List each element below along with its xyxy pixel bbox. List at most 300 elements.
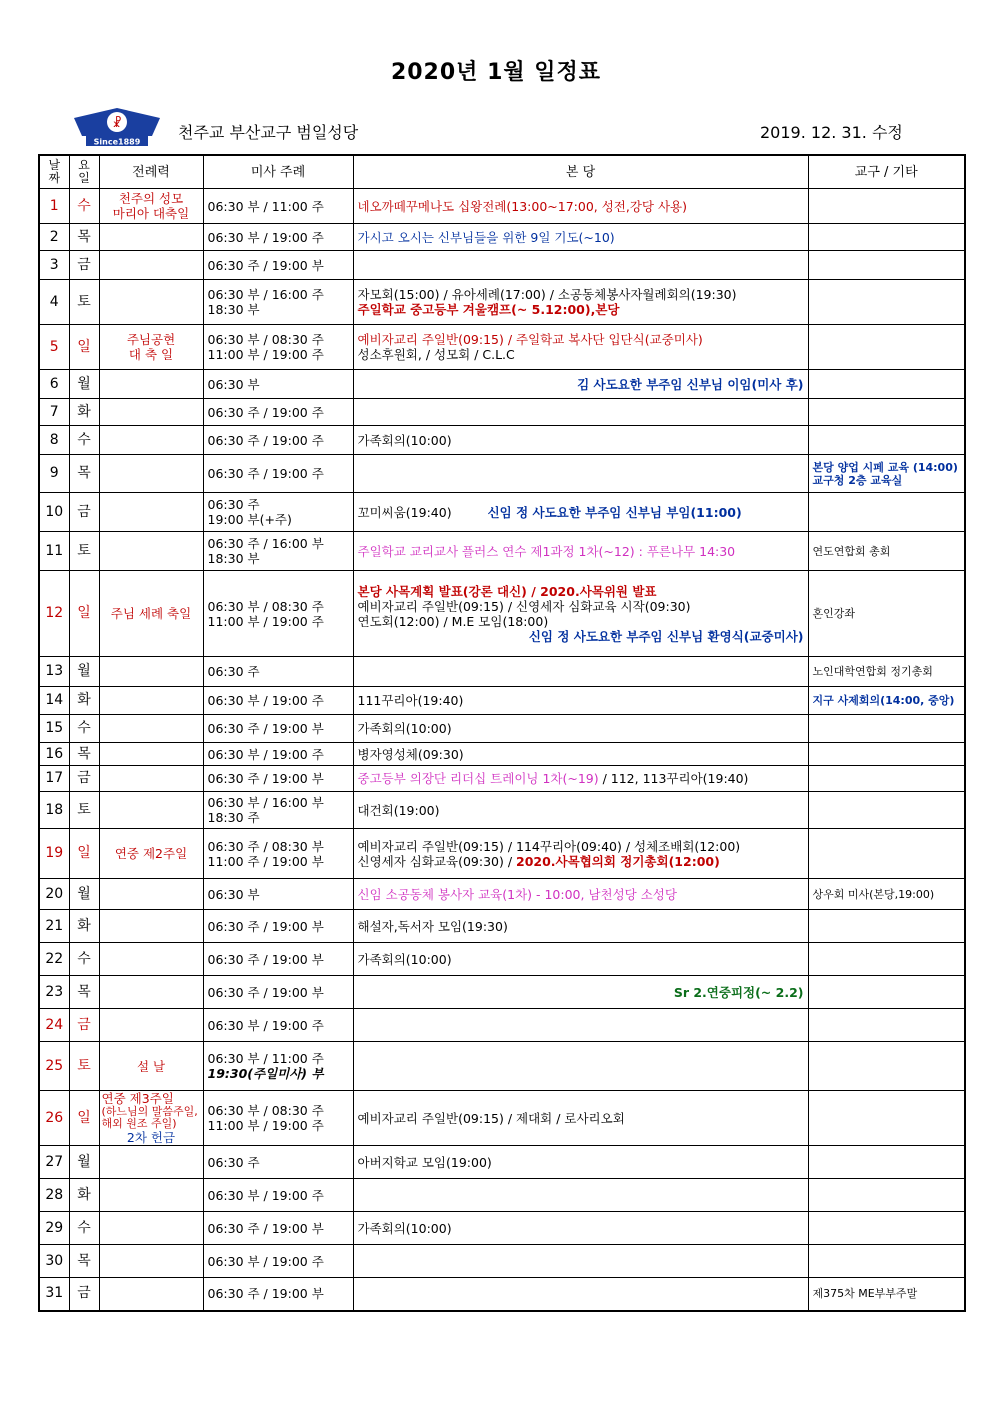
mass-cell xyxy=(203,251,353,280)
main-line xyxy=(358,854,804,869)
table-row xyxy=(39,325,965,370)
mass-line: 06:30 부 / 11:00 주 xyxy=(207,198,324,214)
table-row xyxy=(39,743,965,766)
weekday-cell: 금 xyxy=(69,1009,99,1042)
mass-cell xyxy=(203,743,353,766)
main-line: 예비자교리 주일반(09:15) / 114꾸리아(09:40) / 성체조배회(12:00) xyxy=(357,838,741,854)
other-cell xyxy=(808,1146,965,1179)
weekday-cell: 화 xyxy=(69,399,99,426)
liturgy-line: 설 날 xyxy=(136,1058,166,1074)
mass-cell xyxy=(203,370,353,399)
mass-line: 06:30 부 / 08:30 주 xyxy=(207,332,324,347)
mass-line: 18:30 부 xyxy=(207,551,260,566)
main-line: 자모회(15:00) / 유아세례(17:00) / 소공동체봉사자월례회의(19:30) xyxy=(357,287,737,302)
main-cell xyxy=(353,189,808,224)
day-cell: 30 xyxy=(39,1245,69,1278)
mass-cell xyxy=(203,426,353,455)
weekday-cell: 금 xyxy=(69,493,99,532)
table-row xyxy=(39,399,965,426)
table-row xyxy=(39,829,965,879)
table-row xyxy=(39,493,965,532)
mass-cell xyxy=(203,943,353,976)
weekday-cell: 수 xyxy=(69,943,99,976)
revision-date: 2019. 12. 31. 수정 xyxy=(760,123,903,142)
main-line: 가시고 오시는 신부님들을 위한 9일 기도(~10) xyxy=(357,229,615,245)
liturgy-line: 2차 헌금 xyxy=(126,1130,176,1145)
schedule-table xyxy=(38,154,966,1312)
other-line: 연도연합회 총회 xyxy=(812,544,891,558)
mass-cell xyxy=(203,325,353,370)
weekday-cell: 수 xyxy=(69,426,99,455)
main-line: 대건회(19:00) xyxy=(357,802,440,818)
other-cell xyxy=(808,910,965,943)
day-cell: 15 xyxy=(39,715,69,743)
main-line: 예비자교리 주일반(09:15) / 신영세자 심화교육 시작(09:30) xyxy=(357,598,691,614)
liturgy-line: 천주의 성모 xyxy=(118,191,184,206)
other-cell xyxy=(808,1091,965,1146)
mass-line: 06:30 주 / 16:00 부 xyxy=(207,536,324,551)
day-cell: 13 xyxy=(39,657,69,687)
main-line: 예비자교리 주일반(09:15) / 제대회 / 로사리오회 xyxy=(357,1110,625,1126)
table-row xyxy=(39,1146,965,1179)
weekday-cell: 화 xyxy=(69,1179,99,1212)
liturgy-cell xyxy=(99,455,203,493)
liturgy-cell xyxy=(99,224,203,251)
day-cell: 27 xyxy=(39,1146,69,1179)
main-cell xyxy=(353,532,808,571)
weekday-cell: 목 xyxy=(69,976,99,1009)
liturgy-cell xyxy=(99,1212,203,1245)
main-cell xyxy=(353,943,808,976)
day-cell: 22 xyxy=(39,943,69,976)
day-cell: 25 xyxy=(39,1042,69,1091)
main-line: Sr 2.연중피정(~ 2.2) xyxy=(673,984,804,1000)
main-text: / 112, 113꾸리아(19:40) xyxy=(598,771,749,786)
mass-cell xyxy=(203,1009,353,1042)
mass-cell xyxy=(203,715,353,743)
main-cell xyxy=(353,657,808,687)
mass-line: 11:00 부 / 19:00 주 xyxy=(207,1118,324,1133)
main-cell xyxy=(353,280,808,325)
day-cell: 28 xyxy=(39,1179,69,1212)
other-cell xyxy=(808,493,965,532)
liturgy-cell xyxy=(99,715,203,743)
table-row xyxy=(39,251,965,280)
main-cell xyxy=(353,1146,808,1179)
mass-line: 11:00 부 / 19:00 주 xyxy=(207,347,324,362)
main-line xyxy=(358,771,804,786)
main-cell xyxy=(353,792,808,829)
day-cell: 17 xyxy=(39,766,69,792)
table-row xyxy=(39,657,965,687)
mass-cell xyxy=(203,657,353,687)
other-cell xyxy=(808,1212,965,1245)
table-row xyxy=(39,1042,965,1091)
day-cell: 21 xyxy=(39,910,69,943)
mass-line: 06:30 부 / 19:00 주 xyxy=(207,693,324,708)
mass-line: 06:30 부 / 19:00 주 xyxy=(207,1187,324,1203)
main-cell xyxy=(353,1091,808,1146)
mass-cell xyxy=(203,280,353,325)
main-line: 예비자교리 주일반(09:15) / 주일학교 복사단 입단식(교중미사) xyxy=(357,332,703,347)
liturgy-cell xyxy=(99,1245,203,1278)
main-line: 성소후원회, / 성모회 / C.L.C xyxy=(357,347,515,362)
header-liturgy: 전례력 xyxy=(99,155,203,189)
other-cell xyxy=(808,455,965,493)
day-cell: 16 xyxy=(39,743,69,766)
mass-line: 18:30 주 xyxy=(207,810,260,825)
mass-cell xyxy=(203,1042,353,1091)
liturgy-cell xyxy=(99,571,203,657)
main-cell xyxy=(353,455,808,493)
mass-line: 19:30(주일미사) 부 xyxy=(207,1066,324,1081)
mass-cell xyxy=(203,493,353,532)
main-text: 2020.사목협의회 정기총회(12:00) xyxy=(516,853,720,869)
main-line: 가족회의(10:00) xyxy=(357,721,452,736)
main-line: 가족회의(10:00) xyxy=(357,951,452,967)
table-row xyxy=(39,455,965,493)
main-cell xyxy=(353,251,808,280)
mass-cell xyxy=(203,399,353,426)
other-cell xyxy=(808,1245,965,1278)
day-cell: 1 xyxy=(39,189,69,224)
header-day-text: 날짜 xyxy=(48,158,61,185)
main-cell xyxy=(353,715,808,743)
mass-line: 06:30 주 / 19:00 주 xyxy=(207,432,324,448)
table-row xyxy=(39,1009,965,1042)
header-main: 본 당 xyxy=(353,155,808,189)
other-cell xyxy=(808,715,965,743)
mass-line: 06:30 주 / 19:00 부 xyxy=(207,1220,324,1236)
mass-line: 06:30 주 xyxy=(207,497,260,512)
mass-cell xyxy=(203,829,353,879)
liturgy-cell xyxy=(99,657,203,687)
mass-line: 06:30 부 / 16:00 주 xyxy=(207,287,324,302)
main-line: 네오까떼꾸메나도 십왕전례(13:00~17:00, 성전,강당 사용) xyxy=(357,198,687,214)
mass-cell xyxy=(203,532,353,571)
other-cell xyxy=(808,189,965,224)
other-cell xyxy=(808,829,965,879)
mass-line: 18:30 부 xyxy=(207,302,260,317)
weekday-cell: 화 xyxy=(69,910,99,943)
other-cell xyxy=(808,325,965,370)
other-line: 혼인강좌 xyxy=(812,607,856,620)
mass-line: 06:30 주 / 08:30 부 xyxy=(207,838,324,854)
main-cell xyxy=(353,766,808,792)
day-cell: 4 xyxy=(39,280,69,325)
chi-rho-icon: ☧ xyxy=(112,116,122,130)
weekday-cell: 토 xyxy=(69,792,99,829)
other-line: 상우회 미사(본당,19:00) xyxy=(812,887,935,901)
other-line: 노인대학연합회 정기총회 xyxy=(812,665,933,678)
weekday-cell: 목 xyxy=(69,1245,99,1278)
mass-line: 11:00 부 / 19:00 주 xyxy=(207,613,324,629)
mass-line: 06:30 주 / 19:00 주 xyxy=(207,404,324,420)
weekday-cell: 목 xyxy=(69,743,99,766)
liturgy-line: 연중 제3주일 xyxy=(101,1091,174,1106)
main-cell xyxy=(353,1212,808,1245)
main-text: 꼬미씨움(19:40) xyxy=(357,504,452,520)
liturgy-cell xyxy=(99,879,203,910)
weekday-cell: 일 xyxy=(69,829,99,879)
liturgy-cell xyxy=(99,910,203,943)
weekday-cell: 월 xyxy=(69,1146,99,1179)
table-row xyxy=(39,879,965,910)
main-line: 신임 정 사도요한 부주임 신부님 환영식(교중미사) xyxy=(528,628,804,644)
mass-line: 06:30 주 / 19:00 부 xyxy=(207,1286,324,1302)
mass-line: 06:30 주 xyxy=(207,664,260,679)
day-cell: 2 xyxy=(39,224,69,251)
other-cell xyxy=(808,224,965,251)
other-cell xyxy=(808,532,965,571)
mass-line: 06:30 부 / 19:00 주 xyxy=(207,1017,324,1033)
table-row xyxy=(39,715,965,743)
weekday-cell: 금 xyxy=(69,766,99,792)
table-row xyxy=(39,766,965,792)
other-cell xyxy=(808,976,965,1009)
main-line: 주일학교 교리교사 플러스 연수 제1과정 1차(~12) : 푸른나무 14:30 xyxy=(357,543,736,559)
main-cell xyxy=(353,1179,808,1212)
liturgy-line: 주님공현 xyxy=(126,332,176,347)
liturgy-cell xyxy=(99,325,203,370)
weekday-cell: 수 xyxy=(69,715,99,743)
other-cell xyxy=(808,571,965,657)
mass-cell xyxy=(203,879,353,910)
day-cell: 31 xyxy=(39,1278,69,1311)
liturgy-cell xyxy=(99,370,203,399)
table-row xyxy=(39,1245,965,1278)
parish-logo xyxy=(72,106,162,146)
main-cell xyxy=(353,370,808,399)
mass-line: 06:30 부 / 16:00 부 xyxy=(207,795,324,810)
table-row xyxy=(39,280,965,325)
other-cell xyxy=(808,743,965,766)
liturgy-cell xyxy=(99,280,203,325)
mass-line: 06:30 부 / 08:30 주 xyxy=(207,1103,324,1118)
main-line: 가족회의(10:00) xyxy=(357,1220,452,1236)
mass-line: 06:30 부 / 19:00 주 xyxy=(207,746,324,762)
mass-line: 06:30 주 / 19:00 부 xyxy=(207,257,324,273)
main-cell xyxy=(353,399,808,426)
logo-since: Since1889 xyxy=(93,137,141,146)
weekday-cell: 목 xyxy=(69,455,99,493)
other-cell xyxy=(808,1042,965,1091)
main-cell xyxy=(353,325,808,370)
liturgy-line: 마리아 대축일 xyxy=(112,206,190,221)
main-text: 신영세자 심화교육(09:30) / xyxy=(357,853,517,869)
weekday-cell: 월 xyxy=(69,370,99,399)
page-title: 2020년 1월 일정표 xyxy=(390,60,602,85)
weekday-cell: 금 xyxy=(69,251,99,280)
table-row xyxy=(39,224,965,251)
table-row xyxy=(39,910,965,943)
main-cell xyxy=(353,910,808,943)
mass-cell xyxy=(203,571,353,657)
weekday-cell: 토 xyxy=(69,280,99,325)
day-cell: 12 xyxy=(39,571,69,657)
other-line: 교구청 2층 교육실 xyxy=(812,473,903,487)
main-line xyxy=(358,505,804,520)
mass-cell xyxy=(203,455,353,493)
mass-line: 06:30 부 / 19:00 주 xyxy=(207,1253,324,1269)
weekday-cell: 수 xyxy=(69,189,99,224)
table-row xyxy=(39,370,965,399)
weekday-cell: 일 xyxy=(69,1091,99,1146)
other-cell xyxy=(808,280,965,325)
mass-line: 06:30 부 xyxy=(207,886,260,902)
mass-cell xyxy=(203,687,353,715)
liturgy-cell xyxy=(99,1179,203,1212)
day-cell: 14 xyxy=(39,687,69,715)
mass-line: 06:30 주 / 19:00 부 xyxy=(207,951,324,967)
mass-line: 06:30 주 / 19:00 주 xyxy=(207,466,324,481)
main-cell xyxy=(353,879,808,910)
other-cell xyxy=(808,251,965,280)
main-line: 주일학교 중고등부 겨울캠프(~ 5.12:00),본당 xyxy=(357,302,620,317)
liturgy-cell xyxy=(99,426,203,455)
table-row xyxy=(39,1278,965,1311)
mass-line: 19:00 부(+주) xyxy=(207,512,292,527)
liturgy-cell xyxy=(99,1146,203,1179)
header-day xyxy=(39,155,69,189)
mass-cell xyxy=(203,1212,353,1245)
day-cell: 5 xyxy=(39,325,69,370)
liturgy-cell xyxy=(99,687,203,715)
mass-line: 06:30 부 / 19:00 주 xyxy=(207,229,324,245)
weekday-cell: 화 xyxy=(69,687,99,715)
other-cell xyxy=(808,1278,965,1311)
table-row xyxy=(39,1091,965,1146)
main-cell xyxy=(353,687,808,715)
main-cell xyxy=(353,829,808,879)
main-line: 병자영성체(09:30) xyxy=(357,746,464,762)
mass-line: 06:30 주 / 19:00 부 xyxy=(207,918,324,934)
other-cell xyxy=(808,687,965,715)
weekday-cell: 목 xyxy=(69,224,99,251)
mass-cell xyxy=(203,910,353,943)
day-cell: 26 xyxy=(39,1091,69,1146)
weekday-cell: 금 xyxy=(69,1278,99,1311)
main-cell xyxy=(353,571,808,657)
liturgy-line: 주님 세례 축일 xyxy=(110,606,192,621)
mass-line: 06:30 부 / 08:30 주 xyxy=(207,598,324,614)
liturgy-cell xyxy=(99,976,203,1009)
mass-cell xyxy=(203,189,353,224)
day-cell: 11 xyxy=(39,532,69,571)
weekday-cell: 월 xyxy=(69,657,99,687)
table-row xyxy=(39,189,965,224)
mass-cell xyxy=(203,1245,353,1278)
other-cell xyxy=(808,766,965,792)
main-text: 중고등부 의장단 리더십 트레이닝 1차(~19) xyxy=(357,771,599,786)
other-cell xyxy=(808,792,965,829)
day-cell: 8 xyxy=(39,426,69,455)
main-cell xyxy=(353,976,808,1009)
main-text: 신임 정 사도요한 부주임 신부님 부임(11:00) xyxy=(487,504,742,520)
mass-line: 06:30 주 xyxy=(207,1154,260,1170)
table-row xyxy=(39,976,965,1009)
mass-line: 11:00 주 / 19:00 부 xyxy=(207,853,324,869)
main-cell xyxy=(353,1278,808,1311)
table-row xyxy=(39,943,965,976)
main-cell xyxy=(353,1245,808,1278)
main-line: 신임 소공동체 봉사자 교육(1차) - 10:00, 남천성당 소성당 xyxy=(357,886,677,902)
main-line: 김 사도요한 부주임 신부님 이임(미사 후) xyxy=(577,376,804,392)
day-cell: 20 xyxy=(39,879,69,910)
liturgy-cell xyxy=(99,532,203,571)
other-line: 본당 양업 시페 교육 (14:00) xyxy=(812,460,958,474)
mass-cell xyxy=(203,1146,353,1179)
main-line: 연도회(12:00) / M.E 모임(18:00) xyxy=(357,613,549,629)
liturgy-cell xyxy=(99,251,203,280)
liturgy-cell xyxy=(99,189,203,224)
liturgy-cell xyxy=(99,1278,203,1311)
main-cell xyxy=(353,493,808,532)
weekday-cell: 토 xyxy=(69,1042,99,1091)
mass-line: 06:30 주 / 19:00 부 xyxy=(207,984,324,1000)
other-cell xyxy=(808,1009,965,1042)
table-row xyxy=(39,532,965,571)
mass-line: 06:30 주 / 19:00 부 xyxy=(207,721,324,736)
liturgy-cell xyxy=(99,943,203,976)
table-row xyxy=(39,1212,965,1245)
header-mass: 미사 주례 xyxy=(203,155,353,189)
other-cell xyxy=(808,657,965,687)
liturgy-cell xyxy=(99,1091,203,1146)
liturgy-cell xyxy=(99,743,203,766)
day-cell: 23 xyxy=(39,976,69,1009)
main-cell xyxy=(353,743,808,766)
mass-line: 06:30 부 / 11:00 주 xyxy=(207,1051,324,1066)
day-cell: 7 xyxy=(39,399,69,426)
table-row xyxy=(39,792,965,829)
table-row xyxy=(39,1179,965,1212)
header-other: 교구 / 기타 xyxy=(808,155,965,189)
mass-line: 06:30 부 xyxy=(207,376,260,392)
main-line: 해설자,독서자 모임(19:30) xyxy=(357,918,508,934)
other-line: 지구 사제회의(14:00, 중앙) xyxy=(812,694,955,707)
table-row xyxy=(39,426,965,455)
mass-line: 06:30 주 / 19:00 부 xyxy=(207,771,324,786)
weekday-cell: 월 xyxy=(69,879,99,910)
liturgy-line: 대 축 일 xyxy=(128,347,174,362)
mass-cell xyxy=(203,1179,353,1212)
weekday-cell: 일 xyxy=(69,571,99,657)
main-cell xyxy=(353,1042,808,1091)
table-header xyxy=(39,155,965,189)
other-cell xyxy=(808,370,965,399)
other-cell xyxy=(808,399,965,426)
liturgy-cell xyxy=(99,792,203,829)
liturgy-cell xyxy=(99,1042,203,1091)
other-line: 제375차 ME부부주말 xyxy=(812,1287,918,1301)
day-cell: 18 xyxy=(39,792,69,829)
day-cell: 6 xyxy=(39,370,69,399)
liturgy-cell xyxy=(99,399,203,426)
day-cell: 3 xyxy=(39,251,69,280)
main-cell xyxy=(353,224,808,251)
other-cell xyxy=(808,879,965,910)
mass-cell xyxy=(203,224,353,251)
day-cell: 9 xyxy=(39,455,69,493)
day-cell: 24 xyxy=(39,1009,69,1042)
liturgy-cell xyxy=(99,766,203,792)
main-line: 111꾸리아(19:40) xyxy=(357,693,464,708)
main-cell xyxy=(353,1009,808,1042)
table-body xyxy=(39,189,965,1311)
liturgy-cell xyxy=(99,1009,203,1042)
table-row xyxy=(39,687,965,715)
